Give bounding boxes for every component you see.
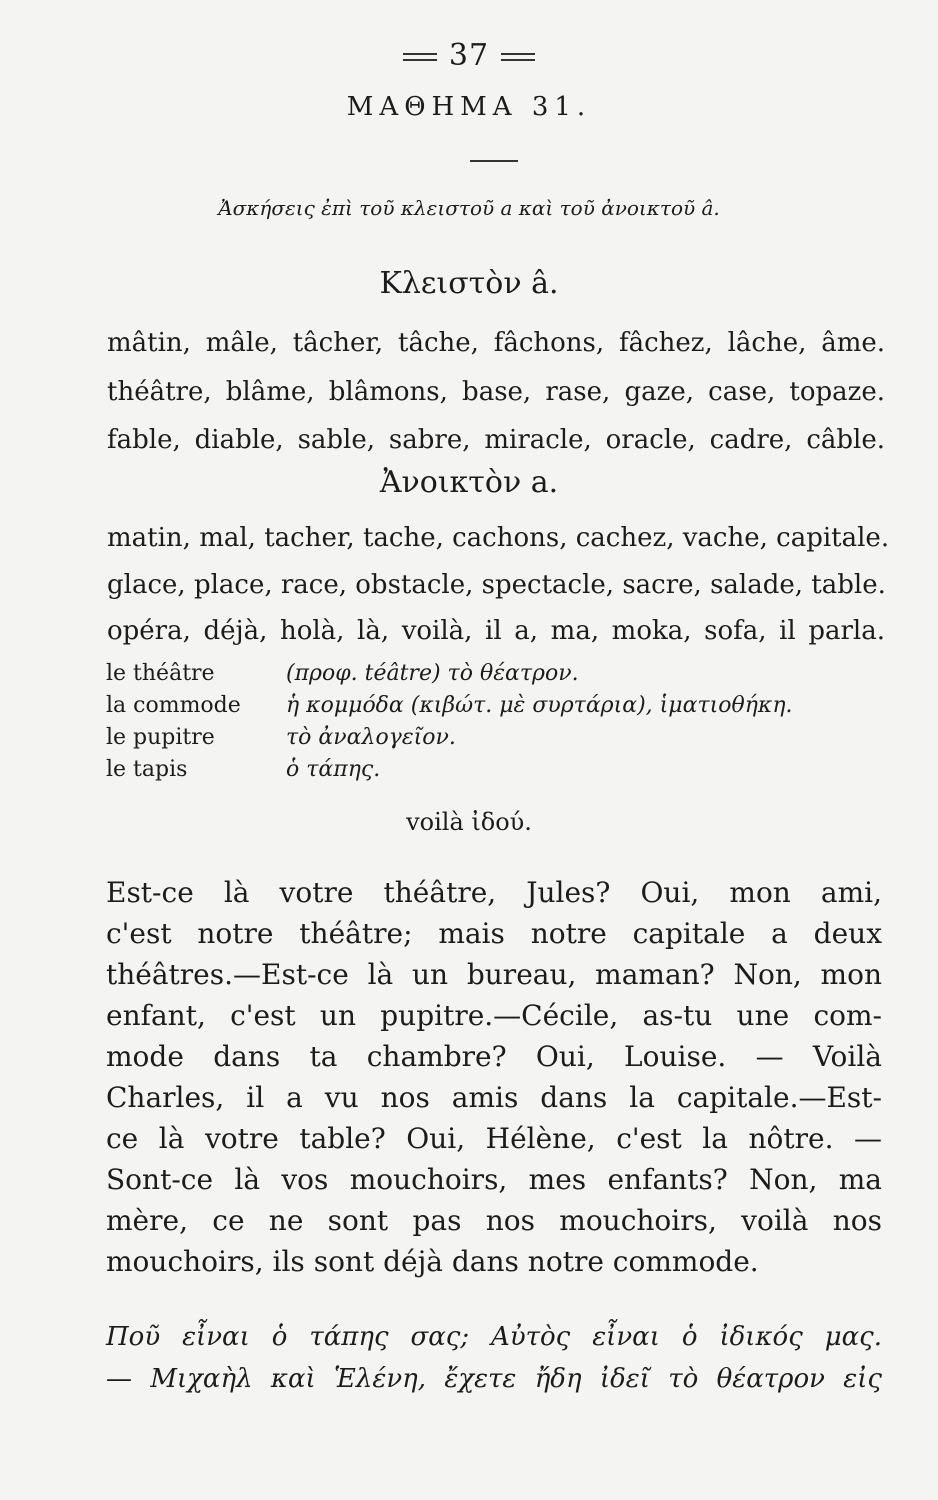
vocab-greek: (προφ. téâtre) τὸ θέατρον. xyxy=(286,661,579,686)
open-a-heading: Ἀνοικτὸν a. xyxy=(379,465,559,500)
open-a-line: glace, place, race, obstacle, spectacle, sacre, salade, table. xyxy=(107,570,886,600)
lesson-title: ΜΑΘΗΜΑ 31. xyxy=(346,92,592,122)
closed-a-line: mâtin, mâle, tâcher, tâche, fâchons, fâchez, lâche, âme. xyxy=(107,328,885,358)
vocab-greek: τὸ ἀναλογεῖον. xyxy=(286,725,456,750)
exercise-subtitle: Ἀσκήσεις ἐπὶ τοῦ κλειστοῦ a καὶ τοῦ ἀνοικτοῦ â. xyxy=(218,196,720,220)
paragraph-line: Charles, il a vu nos amis dans la capitale.—Est- xyxy=(106,1081,882,1114)
paragraph-line: enfant, c'est un pupitre.—Cécile, as-tu une com- xyxy=(106,999,882,1032)
paragraph-line: Est-ce là votre théâtre, Jules? Oui, mon ami, xyxy=(106,876,882,909)
paragraph-line: Sont-ce là vos mouchoirs, mes enfants? Non, ma xyxy=(106,1163,882,1196)
greek-exercise-line: — Μιχαὴλ καὶ Ἑλένη, ἔχετε ἤδη ἰδεῖ τὸ θέατρον εἰς xyxy=(106,1364,882,1394)
vocab-greek: ἡ κομμόδα (κιβώτ. μὲ συρτάρια), ἱματιοθήκη. xyxy=(286,693,793,718)
vocab-french: la commode xyxy=(106,693,241,718)
ornament-dash-left xyxy=(403,53,437,61)
paragraph-line: c'est notre théâtre; mais notre capitale a deux xyxy=(106,917,882,950)
page-number: 37 xyxy=(0,38,938,73)
title-rule xyxy=(470,160,518,162)
paragraph-line: théâtres.—Est-ce là un bureau, maman? Non, mon xyxy=(106,958,882,991)
vocab-french: le tapis xyxy=(106,757,188,782)
paragraph-line: mère, ce ne sont pas nos mouchoirs, voilà nos xyxy=(106,1204,882,1237)
greek-exercise-line: Ποῦ εἶναι ὁ τάπης σας; Αὐτὸς εἶναι ὁ ἰδικός μας. xyxy=(106,1322,882,1352)
paragraph-line: ce là votre table? Oui, Hélène, c'est la nôtre. — xyxy=(106,1122,882,1155)
open-a-line: opéra, déjà, holà, là, voilà, il a, ma, moka, sofa, il parla. xyxy=(107,616,885,646)
closed-a-line: théâtre, blâme, blâmons, base, rase, gaze, case, topaze. xyxy=(107,377,885,407)
closed-a-heading: Κλειστὸν â. xyxy=(379,266,559,301)
open-a-line: matin, mal, tacher, tache, cachons, cachez, vache, capitale. xyxy=(107,523,890,553)
vocab-french: le théâtre xyxy=(106,661,215,686)
vocab-greek: ὁ τάπης. xyxy=(286,757,381,782)
paragraph-line: mouchoirs, ils sont déjà dans notre commode. xyxy=(106,1245,759,1278)
ornament-dash-right xyxy=(501,53,535,61)
voila-entry: voilà ἰδού. xyxy=(406,808,532,836)
vocab-french: le pupitre xyxy=(106,725,215,750)
closed-a-line: fable, diable, sable, sabre, miracle, oracle, cadre, câble. xyxy=(107,425,885,455)
paragraph-line: mode dans ta chambre? Oui, Louise. — Voilà xyxy=(106,1040,882,1073)
